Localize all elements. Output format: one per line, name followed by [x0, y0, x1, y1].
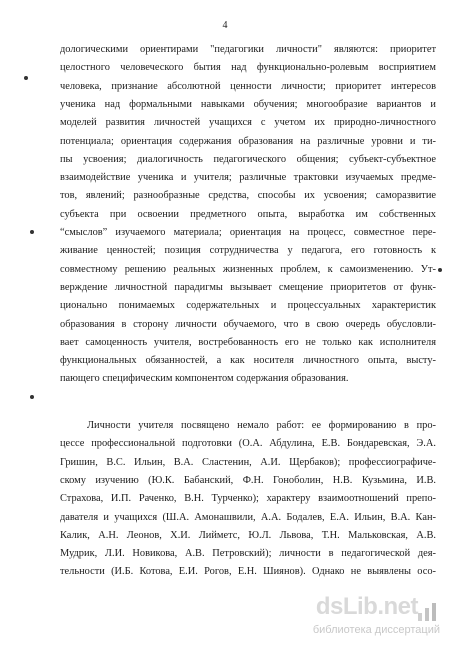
text-line: давателя и учащихся (Ш.А. Амонашвили, А.А. Бодалев, Е.А. Ильин, В.А. Кан- [60, 511, 436, 523]
text-line: верждение личностной парадигмы вызывает смещение приоритетов от функ- [60, 281, 436, 293]
text-line: тов, явлений; разнообразные средства, способы их усвоения; саморазвитие [60, 190, 436, 202]
watermark-subtitle: библиотека диссертаций [312, 624, 440, 636]
text-line: совместному решению реальных жизненных проблем, к самоизменению. Ут- [60, 263, 436, 275]
text-line: Калик, А.Н. Леонов, Х.И. Лийметс, Ю.Л. Львова, Т.Н. Мальковская, А.В. [60, 529, 436, 541]
text-line: скому изучению (Ю.К. Бабанский, Ф.Н. Гоноболин, Н.В. Кузьмина, И.В. [60, 474, 436, 486]
text-line: цессе профессиональной подготовки (О.А. Абдулина, Е.В. Бондаревская, Э.А. [60, 438, 436, 450]
text-line: пающего специфическим компонентом содержания образования. [60, 373, 349, 385]
text-line: функциональных обязанностей, а как носителя личностного опыта, высту- [60, 355, 436, 367]
chart-icon [416, 601, 438, 623]
text-line: ционально понимаемых содержательных и процессуальных характеристик [60, 300, 436, 312]
text-line: живание ценностей; позиция сотрудничества у педагога, его готовность к [60, 245, 436, 257]
margin-mark [30, 395, 34, 399]
text-line: потенциала; ориентация содержания образования на различные уровни и ти- [60, 135, 436, 147]
text-line: Страхова, И.П. Раченко, В.Н. Турченко); характеру взаимоотношений препо- [60, 493, 436, 505]
text-line: целостного человеческого бытия над функционально-ролевым восприятием [60, 62, 436, 74]
text-line: ученика над формальными навыками обучения; многообразие вариантов и [60, 98, 436, 110]
text-line: вает самоценность учителя, востребованность его не только как исполнителя [60, 336, 436, 348]
text-line: “смыслов” изучаемого материала; ориентация на процесс, совместное пере- [60, 227, 436, 238]
watermark-logo: dsLib.net [315, 593, 418, 620]
text-line: субъекта при освоении предметного опыта, выработка им собственных [60, 208, 436, 220]
margin-mark [24, 76, 28, 80]
text-line: дологическими ориентирами "педагогики личности" являются: приоритет [60, 44, 436, 55]
margin-mark [438, 268, 442, 272]
text-line: Гришин, В.С. Ильин, В.А. Сластенин, А.И. Щербаков); профессиографиче- [60, 456, 436, 468]
page-number: 4 [222, 20, 228, 31]
text-line: моделей развития личностей учащихся с учетом их природно-личностного [60, 117, 436, 129]
margin-mark [30, 230, 34, 234]
text-line: Личности учителя посвящено немало работ: ее формированию в про- [87, 420, 436, 431]
text-line: тельности (И.Б. Котова, Е.И. Рогов, Е.Н. Шиянов). Однако не выявлены осо- [60, 566, 436, 578]
text-line: человека, признание абсолютной ценности личности; приоритет интересов [60, 80, 436, 92]
text-line: пы усвоения; диалогичность педагогического общения; субъект-субъектное [60, 153, 436, 165]
text-line: образования в сторону личности обучаемого, что в свою очередь обусловли- [60, 318, 436, 330]
text-line: взаимодействие ученика и учителя; различные трактовки изучаемых предме- [60, 172, 436, 184]
watermark [300, 593, 440, 638]
text-line: Мудрик, Л.И. Новикова, А.В. Петровский); личности в педагогической дея- [60, 548, 436, 560]
